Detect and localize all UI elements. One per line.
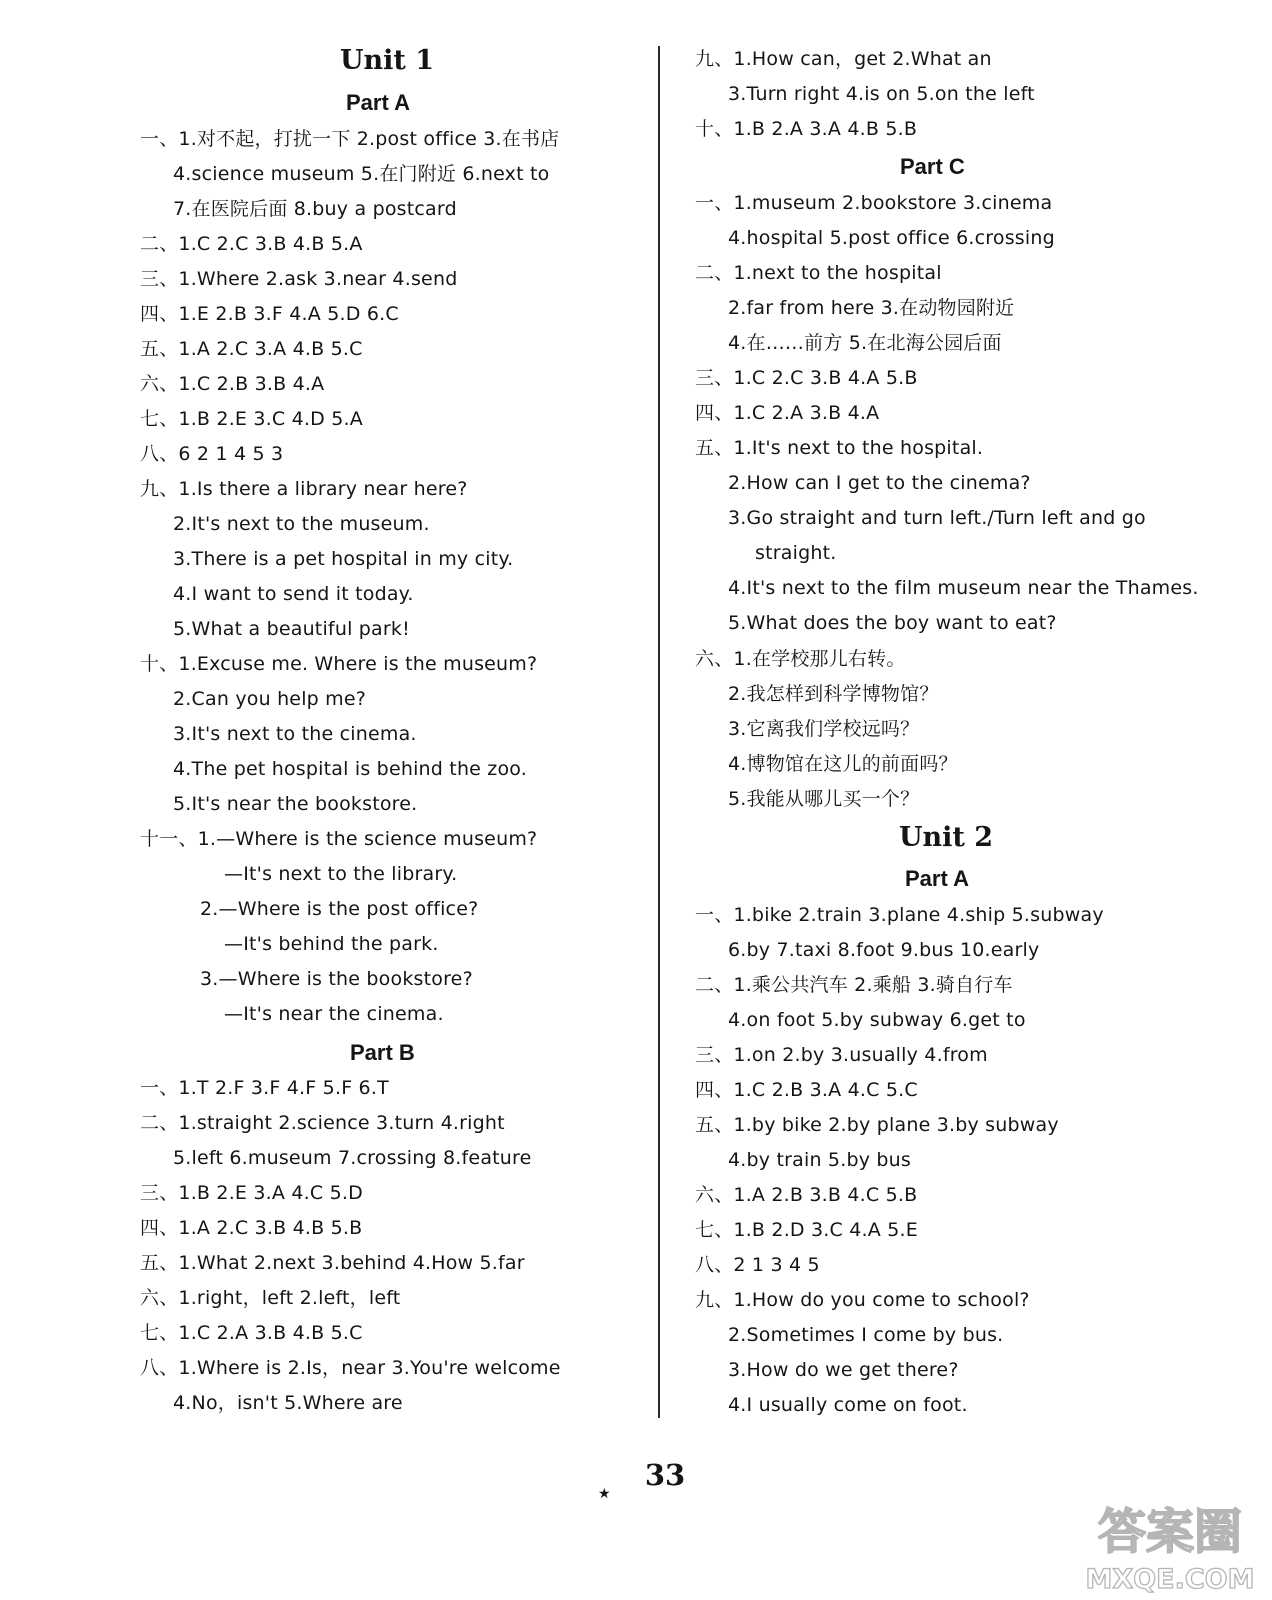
answer-line: 五、1.by bike 2.by plane 3.by subway xyxy=(695,1114,1059,1136)
answer-line: 一、1.bike 2.train 3.plane 4.ship 5.subway xyxy=(695,904,1104,926)
watermark-text-url: MXQE.COM xyxy=(1085,1564,1255,1595)
answer-line: 九、1.How can，get 2.What an xyxy=(695,48,992,70)
answer-line: 3.—Where is the bookstore? xyxy=(200,968,473,990)
answer-line: 十一、1.—Where is the science museum? xyxy=(140,828,538,850)
unit-1-part-a-heading: Part A xyxy=(346,90,410,115)
answer-line: 九、1.Is there a library near here? xyxy=(140,478,468,500)
answer-line: 二、1.next to the hospital xyxy=(695,262,942,284)
answer-line: 三、1.on 2.by 3.usually 4.from xyxy=(695,1044,988,1066)
answer-line: 四、1.E 2.B 3.F 4.A 5.D 6.C xyxy=(140,303,399,325)
unit-1-title: Unit 1 xyxy=(340,45,435,76)
answer-line: straight. xyxy=(755,542,837,564)
answer-line: 4.hospital 5.post office 6.crossing xyxy=(728,227,1055,249)
answer-line: 4.I want to send it today. xyxy=(173,583,414,605)
answer-line: 八、1.Where is 2.Is，near 3.You're welcome xyxy=(140,1357,561,1379)
answer-line: 3.It's next to the cinema. xyxy=(173,723,417,745)
answer-line: 一、1.T 2.F 3.F 4.F 5.F 6.T xyxy=(140,1077,389,1099)
watermark-text-main: 答案圈 xyxy=(1097,1504,1243,1560)
answer-line: 七、1.C 2.A 3.B 4.B 5.C xyxy=(140,1322,363,1344)
column-divider xyxy=(658,46,660,1418)
answer-line: 一、1.museum 2.bookstore 3.cinema xyxy=(695,192,1053,214)
answer-line: 2.Can you help me? xyxy=(173,688,367,710)
answer-line: 五、1.A 2.C 3.A 4.B 5.C xyxy=(140,338,363,360)
answer-line: 3.Turn right 4.is on 5.on the left xyxy=(728,83,1035,105)
answer-line: 5.What does the boy want to eat? xyxy=(728,612,1057,634)
answer-line: 2.It's next to the museum. xyxy=(173,513,430,535)
answer-line: 4.博物馆在这儿的前面吗？ xyxy=(728,753,958,775)
answer-line: 十、1.Excuse me. Where is the museum? xyxy=(140,653,538,675)
answer-line: —It's behind the park. xyxy=(224,933,439,955)
answer-line: 七、1.B 2.E 3.C 4.D 5.A xyxy=(140,408,363,430)
answer-line: 2.—Where is the post office? xyxy=(200,898,479,920)
answer-line: 三、1.B 2.E 3.A 4.C 5.D xyxy=(140,1182,363,1204)
answer-line: 4.by train 5.by bus xyxy=(728,1149,912,1171)
answer-line: 7.在医院后面 8.buy a postcard xyxy=(173,198,457,220)
answer-line: 一、1.对不起，打扰一下 2.post office 3.在书店 xyxy=(140,128,560,150)
answer-line: 6.by 7.taxi 8.foot 9.bus 10.early xyxy=(728,939,1040,961)
answer-line: 十、1.B 2.A 3.A 4.B 5.B xyxy=(695,118,918,140)
unit-2-part-a-heading: Part A xyxy=(905,866,969,891)
answer-line: 4.The pet hospital is behind the zoo. xyxy=(173,758,528,780)
answer-line: —It's next to the library. xyxy=(224,863,458,885)
answer-line: 2.我怎样到科学博物馆？ xyxy=(728,683,939,705)
answer-line: 七、1.B 2.D 3.C 4.A 5.E xyxy=(695,1219,918,1241)
answer-line: 三、1.C 2.C 3.B 4.A 5.B xyxy=(695,367,918,389)
unit-1-part-c-heading: Part C xyxy=(900,154,965,179)
answer-line: 2.Sometimes I come by bus. xyxy=(728,1324,1004,1346)
answer-line: 九、1.How do you come to school? xyxy=(695,1289,1030,1311)
answer-line: 5.我能从哪儿买一个？ xyxy=(728,788,920,810)
answer-line: 四、1.A 2.C 3.B 4.B 5.B xyxy=(140,1217,363,1239)
answer-line: 四、1.C 2.A 3.B 4.A xyxy=(695,402,880,424)
answer-line: 六、1.right，left 2.left，left xyxy=(140,1287,401,1309)
answer-line: 四、1.C 2.B 3.A 4.C 5.C xyxy=(695,1079,918,1101)
answer-line: 5.What a beautiful park! xyxy=(173,618,410,640)
answer-line: 3.Go straight and turn left./Turn left and go xyxy=(728,507,1146,529)
answer-line: 3.There is a pet hospital in my city. xyxy=(173,548,514,570)
answer-line: 5.left 6.museum 7.crossing 8.feature xyxy=(173,1147,532,1169)
answer-line: 4.It's next to the film museum near the Thames. xyxy=(728,577,1199,599)
answer-line: 三、1.Where 2.ask 3.near 4.send xyxy=(140,268,458,290)
answer-line: 五、1.What 2.next 3.behind 4.How 5.far xyxy=(140,1252,525,1274)
answer-line: 3.How do we get there? xyxy=(728,1359,959,1381)
answer-line: 五、1.It's next to the hospital. xyxy=(695,437,984,459)
page-number: 33 xyxy=(644,1458,686,1492)
answer-line: 八、6 2 1 4 5 3 xyxy=(140,443,284,465)
answer-line: 5.It's near the bookstore. xyxy=(173,793,418,815)
answer-line: 2.How can I get to the cinema? xyxy=(728,472,1031,494)
star-icon: ★ xyxy=(598,1486,611,1502)
answer-line: 4.I usually come on foot. xyxy=(728,1394,968,1416)
answer-line: 3.它离我们学校远吗？ xyxy=(728,718,920,740)
answer-line: 4.No，isn't 5.Where are xyxy=(173,1392,403,1414)
answer-line: 六、1.A 2.B 3.B 4.C 5.B xyxy=(695,1184,918,1206)
answer-line: 4.science museum 5.在门附近 6.next to xyxy=(173,163,550,185)
unit-2-title: Unit 2 xyxy=(899,822,994,853)
answer-line: 二、1.乘公共汽车 2.乘船 3.骑自行车 xyxy=(695,974,1013,996)
answer-line: 八、2 1 3 4 5 xyxy=(695,1254,820,1276)
answer-line: 二、1.straight 2.science 3.turn 4.right xyxy=(140,1112,505,1134)
answer-line: 二、1.C 2.C 3.B 4.B 5.A xyxy=(140,233,363,255)
answer-line: 4.在……前方 5.在北海公园后面 xyxy=(728,332,1002,354)
answer-line: 4.on foot 5.by subway 6.get to xyxy=(728,1009,1026,1031)
answer-line: —It's near the cinema. xyxy=(224,1003,444,1025)
answer-line: 六、1.C 2.B 3.B 4.A xyxy=(140,373,325,395)
answer-line: 2.far from here 3.在动物园附近 xyxy=(728,297,1015,319)
watermark-logo xyxy=(1070,1490,1270,1598)
unit-1-part-b-heading: Part B xyxy=(350,1040,415,1065)
answer-line: 六、1.在学校那儿右转。 xyxy=(695,648,906,670)
